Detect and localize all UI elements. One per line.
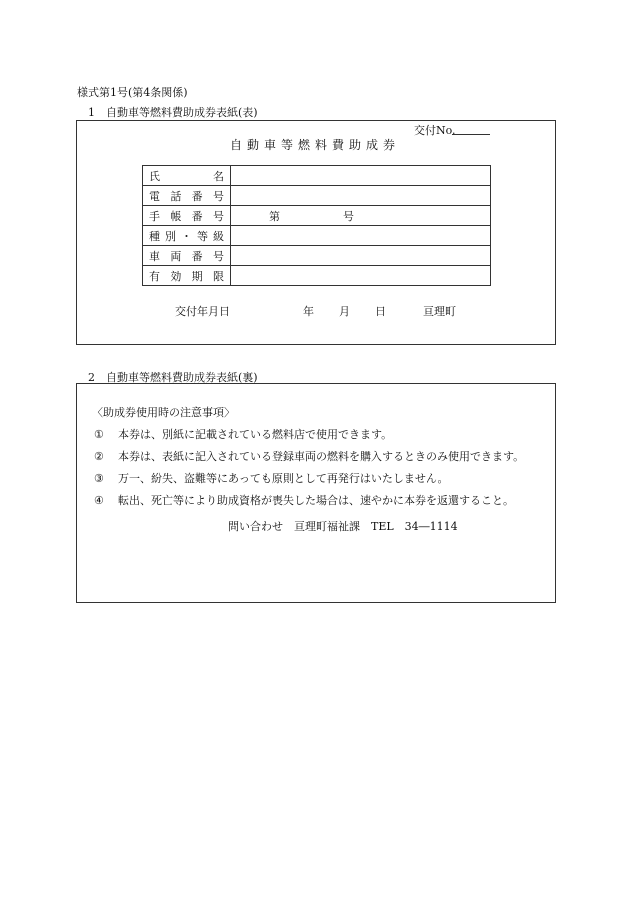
note-item: [94, 492, 514, 508]
issue-number-field[interactable]: [452, 134, 490, 135]
issue-date-label: 交付年月日: [175, 305, 230, 318]
info-row-label-text: 有 効 期 限: [149, 269, 224, 283]
note-item: [94, 426, 392, 442]
issue-date-line: [175, 303, 456, 319]
info-row-label-text: 電 話 番 号: [149, 189, 224, 203]
notebook-no-suffix: 号: [343, 209, 354, 223]
info-row-label: [143, 246, 231, 266]
note-item: [94, 470, 449, 486]
info-row-value-field[interactable]: [231, 206, 491, 226]
contact-line: 問い合わせ 亘理町福祉課 TEL 34―1114: [228, 520, 458, 533]
info-row-value-field[interactable]: [231, 266, 491, 286]
note-text: 本券は、表紙に記入されている登録車両の燃料を購入するときのみ使用できます。: [118, 450, 525, 463]
issue-number-label: 交付No.: [414, 124, 456, 137]
town-name: 亘理町: [423, 305, 456, 318]
note-text: 本券は、別紙に記載されている燃料店で使用できます。: [118, 428, 393, 441]
year-label: 年: [303, 305, 314, 318]
info-row-label-text: 車 両 番 号: [149, 249, 224, 263]
note-item: [94, 448, 524, 464]
info-row-label-text: 氏 名: [149, 169, 224, 183]
info-row-label-text: 種 別 ・ 等 級: [149, 229, 224, 243]
notebook-no-prefix: 第: [269, 209, 280, 223]
info-row-label: [143, 186, 231, 206]
info-row-value-field[interactable]: [231, 186, 491, 206]
form-title: 様式第1号(第4条関係): [77, 86, 188, 99]
info-row-value-field[interactable]: [231, 226, 491, 246]
note-number: ①: [94, 428, 104, 441]
info-row-label: [143, 226, 231, 246]
card-title: 自動車等燃料費助成券: [229, 138, 400, 152]
notes-title: 〈助成券使用時の注意事項〉: [92, 406, 235, 419]
info-row: [143, 186, 491, 206]
info-row: [143, 206, 491, 226]
note-number: ②: [94, 450, 104, 463]
info-row: [143, 266, 491, 286]
info-row: [143, 246, 491, 266]
info-row: [143, 166, 491, 186]
day-label: 日: [375, 305, 386, 318]
info-row-label: [143, 166, 231, 186]
info-row-label: [143, 206, 231, 226]
info-row-value-field[interactable]: [231, 166, 491, 186]
note-text: 万一、紛失、盗難等にあっても原則として再発行はいたしません。: [118, 472, 449, 485]
holder-info-table: [142, 165, 491, 286]
info-row: [143, 226, 491, 246]
info-row-label: [143, 266, 231, 286]
back-section-heading: 2 自動車等燃料費助成券表紙(裏): [88, 371, 258, 384]
month-label: 月: [339, 305, 350, 318]
info-row-value-field[interactable]: [231, 246, 491, 266]
info-row-label-text: 手 帳 番 号: [149, 209, 224, 223]
note-number: ④: [94, 494, 104, 507]
front-section-heading: 1 自動車等燃料費助成券表紙(表): [88, 106, 258, 119]
note-text: 転出、死亡等により助成資格が喪失した場合は、速やかに本券を返還すること。: [118, 494, 514, 507]
note-number: ③: [94, 472, 104, 485]
